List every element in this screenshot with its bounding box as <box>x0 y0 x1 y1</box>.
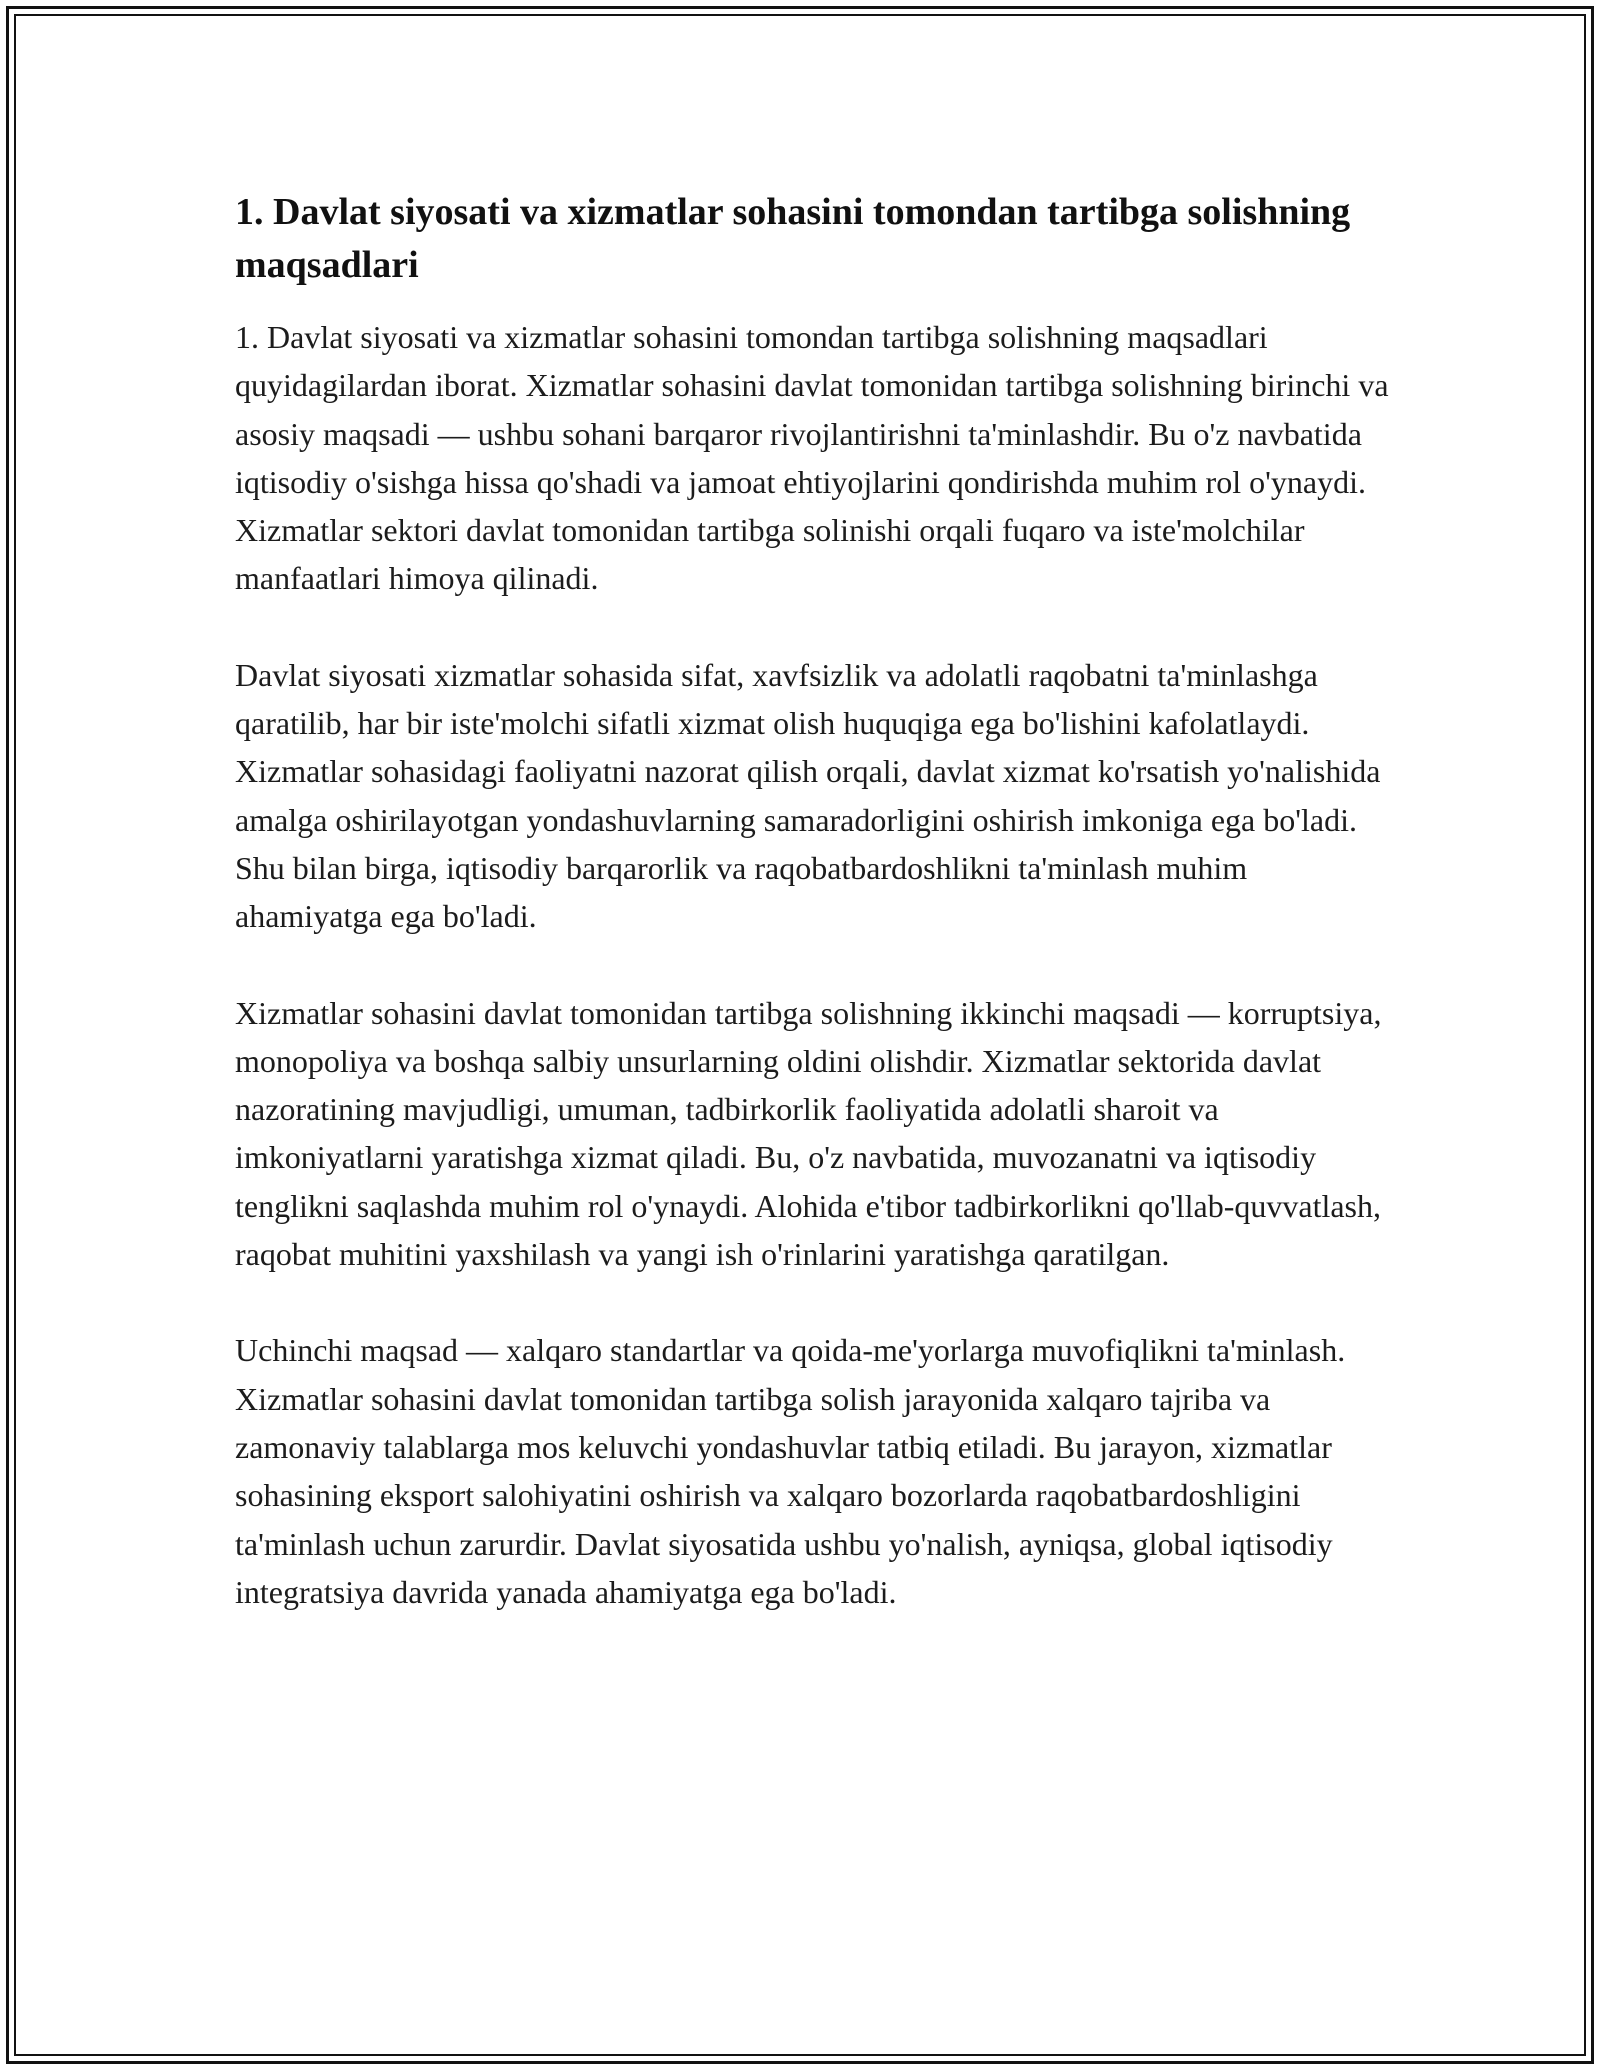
paragraph-3: Xizmatlar sohasini davlat tomonidan tartibga solishning ikkinchi maqsadi — korruptsiya, monopoliya va boshqa salbiy unsurlarning oldini olishdir. Xizmatlar sektorida davlat nazoratining mavjudligi, umuman, tadbirkorlik faoliyatida adolatli sharoit va imkoniyatlarni yaratishga xizmat qiladi. Bu, o'z navbatida, muvozanatni va iqtisodiy tenglikni saqlashda muhim rol o'ynaydi. Alohida e'tibor tadbirkorlikni qo'llab-quvvatlash, raqobat muhitini yaxshilash va yangi ish o'rinlarini yaratishga qaratilgan. <box>235 994 1382 1273</box>
section-heading: 1. Davlat siyosati va xizmatlar sohasini tomondan tartibga solishning maqsadlari <box>235 191 1351 286</box>
paragraph-2: Davlat siyosati xizmatlar sohasida sifat, xavfsizlik va adolatli raqobatni ta'minlashga qaratilib, har bir iste'molchi sifatli xizmat olish huquqiga ega bo'lishini kafolatlaydi. Xizmatlar sohasidagi faoliyatni nazorat qilish orqali, davlat xizmat ko'rsatish yo'nalishida amalga oshirilayotgan yondashuvlarning samaradorligini oshirish imkoniga ega bo'ladi. Shu bilan birga, iqtisodiy barqarorlik va raqobatbardoshlikni ta'minlash muhim ahamiyatga ega bo'ladi. <box>235 656 1381 935</box>
paragraph-1: 1. Davlat siyosati va xizmatlar sohasini tomondan tartibga solishning maqsadlari quyidagilardan iborat. Xizmatlar sohasini davlat tomonidan tartibga solishning birinchi va asosiy maqsadi — ushbu sohani barqaror rivojlantirishni ta'minlashdir. Bu o'z navbatida iqtisodiy o'sishga hissa qo'shadi va jamoat ehtiyojlarini qondirishda muhim rol o'ynaydi. Xizmatlar sektori davlat tomonidan tartibga solinishi orqali fuqaro va iste'molchilar manfaatlari himoya qilinadi. <box>235 319 1389 597</box>
paragraph-4: Uchinchi maqsad — xalqaro standartlar va qoida-me'yorlarga muvofiqlikni ta'minlash. Xizmatlar sohasini davlat tomonidan tartibga solish jarayonida xalqaro tajriba va zamonaviy talablarga mos keluvchi yondashuvlar tatbiq etiladi. Bu jarayon, xizmatlar sohasining eksport salohiyatini oshirish va xalqaro bozorlarda raqobatbardoshligini ta'minlash uchun zarurdir. Davlat siyosatida ushbu yo'nalish, ayniqsa, global iqtisodiy integratsiya davrida yanada ahamiyatga ega bo'ladi. <box>235 1332 1346 1610</box>
document-body <box>235 186 1395 1616</box>
